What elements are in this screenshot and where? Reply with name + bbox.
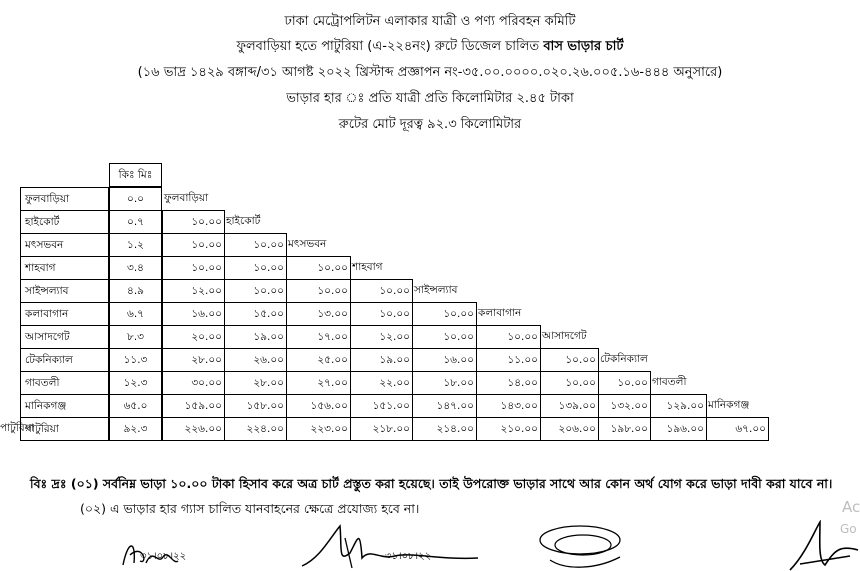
fare-cell: ১০.০০ (412, 325, 477, 349)
fare-cell: ১০.০০ (350, 302, 413, 326)
route-distance: রুটের মোট দূরত্ব ৯২.৩ কিলোমিটার (338, 117, 522, 132)
km-value: ০.০ (109, 187, 162, 211)
fare-cell: ১০.০০ (162, 256, 225, 280)
km-header: কিঃ মিঃ (109, 163, 162, 187)
fare-cell: ১৪৭.০০ (412, 394, 477, 418)
fare-cell: ২১০.০০ (476, 417, 541, 441)
fare-cell: ১০.০০ (286, 279, 351, 303)
km-value: ১১.৩ (109, 348, 162, 372)
fare-cell: ১৫.০০ (224, 302, 287, 326)
fare-cell: ২৫.০০ (286, 348, 351, 372)
fare-cell: ১০.০০ (412, 302, 477, 326)
diagonal-stop-label: টেকনিক্যাল (600, 353, 648, 365)
fare-cell: ১০.০০ (224, 279, 287, 303)
km-value: ৬৫.০ (109, 394, 162, 418)
km-value: ৮.৩ (109, 325, 162, 349)
chart-title-prefix: ফুলবাড়িয়া হতে পাটুরিয়া (এ-২২৪নং) রুটে ডিজেল চালিত (236, 39, 544, 54)
stop-name: কলাবাগান (20, 302, 109, 326)
fare-cell: ১২.০০ (350, 325, 413, 349)
fare-cell: ২৮.০০ (224, 371, 287, 395)
notification-reference: (১৬ ভাদ্র ১৪২৯ বঙ্গাব্দ/৩১ আগষ্ট ২০২২ খ্রিস্টাব্দ প্রজ্ঞাপন নং-৩৫.০০.০০০০.০২০.২৬.০০৫.১৬-৪৪৪ অনুসারে) (137, 65, 723, 80)
fare-cell: ২২৪.০০ (224, 417, 287, 441)
stop-name: ফুলবাড়িয়া (20, 187, 109, 211)
fare-cell: ৩০.০০ (162, 371, 225, 395)
chart-title-bold: বাস ভাড়ার চার্ট (543, 39, 624, 54)
km-value: ০.৭ (109, 210, 162, 234)
fare-cell: ২০৬.০০ (540, 417, 599, 441)
diagonal-stop-label: হাইকোর্ট (226, 215, 261, 227)
stop-name: আসাদগেট (20, 325, 109, 349)
stop-name: সাইন্সল্যাব (20, 279, 109, 303)
diagonal-stop-label: গাবতলী (652, 376, 687, 388)
fare-cell: ১৬.০০ (162, 302, 225, 326)
stop-name: গাবতলী (20, 371, 109, 395)
fare-cell: ১০.০০ (162, 210, 225, 234)
note-2: (০২) এ ভাড়ার হার গ্যাস চালিত যানবাহনের ক্ষেত্রে প্রযোজ্য হবে না। (80, 501, 420, 516)
fare-cell: ১০.০০ (162, 233, 225, 257)
stop-name: মৎসভবন (20, 233, 109, 257)
stop-name: মানিকগঞ্জ (20, 394, 109, 418)
fare-cell: ২০.০০ (162, 325, 225, 349)
stop-name: পাটুরিয়া (20, 417, 109, 441)
fare-cell: ১০.০০ (598, 371, 651, 395)
fare-cell: ১৯৮.০০ (598, 417, 651, 441)
km-value: ৬.৭ (109, 302, 162, 326)
fare-cell: ১০.০০ (476, 325, 541, 349)
signature-2 (300, 518, 480, 571)
fare-cell: ১০.০০ (224, 233, 287, 257)
fare-cell: ৬৭.০০ (706, 417, 769, 441)
fare-cell: ১২.০০ (162, 279, 225, 303)
km-value: ৪.৯ (109, 279, 162, 303)
stop-name: হাইকোর্ট (20, 210, 109, 234)
km-value: ১.২ (109, 233, 162, 257)
chart-title (0, 37, 860, 58)
fare-cell: ১৩২.০০ (598, 394, 651, 418)
fare-cell: ১৯৬.০০ (650, 417, 707, 441)
fare-cell: ১৩৯.০০ (540, 394, 599, 418)
fare-cell: ১২৯.০০ (650, 394, 707, 418)
fare-cell: ২৮.০০ (162, 348, 225, 372)
stop-name: শাহবাগ (20, 256, 109, 280)
km-value: ৩.৪ (109, 256, 162, 280)
diagonal-stop-label: সাইন্সল্যাব (414, 284, 458, 296)
fare-cell: ১৫১.০০ (350, 394, 413, 418)
diagonal-stop-label: আসাদগেট (542, 330, 587, 342)
diagonal-stop-label: মানিকগঞ্জ (708, 399, 750, 411)
fare-cell: ১১.০০ (476, 348, 541, 372)
fare-cell: ১৯.০০ (350, 348, 413, 372)
fare-rate: ভাড়ার হার ঃ প্রতি যাত্রী প্রতি কিলোমিটার ২.৪৫ টাকা (286, 91, 574, 106)
km-value: ৯২.৩ (109, 417, 162, 441)
km-value: ১২.৩ (109, 371, 162, 395)
fare-cell: ১০.০০ (224, 256, 287, 280)
fare-cell: ২১৪.০০ (412, 417, 477, 441)
committee-title: ঢাকা মেট্রোপলিটন এলাকার যাত্রী ও পণ্য পরিবহন কমিটি (284, 14, 576, 29)
signature-1-date: ৩১।০৮।২২ (140, 551, 187, 562)
fare-cell: ১০.০০ (540, 371, 599, 395)
fare-cell: ২২৩.০০ (286, 417, 351, 441)
diagonal-stop-label: কলাবাগান (478, 307, 522, 319)
signature-2-date: ৩১।০৮।২২ (385, 551, 432, 562)
fare-cell: ১৯.০০ (224, 325, 287, 349)
fare-cell: ১৬.০০ (412, 348, 477, 372)
fare-cell: ১০.০০ (350, 279, 413, 303)
fare-cell: ১৮.০০ (412, 371, 477, 395)
diagonal-stop-label: শাহবাগ (352, 261, 383, 273)
note-1: বিঃ দ্রঃ (০১) সর্বনিম্ন ভাড়া ১০.০০ টাকা হিসাব করে অত্র চার্ট প্রস্তুত করা হয়েছে। তাই উপরোক্ত ভাড়ার সাথে আর কোন অর্থ যোগ করে ভাড়া দাবী করা যাবে না। (30, 476, 833, 491)
diagonal-stop-label: ফুলবাড়িয়া (164, 192, 209, 204)
diagonal-stop-label: পাটুরিয়া (0, 422, 34, 434)
fare-cell: ১৪.০০ (476, 371, 541, 395)
diagonal-stop-label: মৎসভবন (288, 238, 327, 250)
stop-name: টেকনিক্যাল (20, 348, 109, 372)
fare-cell: ১০.০০ (540, 348, 599, 372)
fare-cell: ১৭.০০ (286, 325, 351, 349)
fare-cell: ১৩.০০ (286, 302, 351, 326)
fare-cell: ২১৮.০০ (350, 417, 413, 441)
fare-cell: ২২৬.০০ (162, 417, 225, 441)
fare-cell: ২৭.০০ (286, 371, 351, 395)
fare-cell: ১০.০০ (286, 256, 351, 280)
signature-3 (535, 515, 630, 571)
fare-cell: ২২.০০ (350, 371, 413, 395)
fare-cell: ১৫৬.০০ (286, 394, 351, 418)
fare-cell: ১৫৯.০০ (162, 394, 225, 418)
fare-cell: ১৪৩.০০ (476, 394, 541, 418)
watermark-line-1: Ac (842, 498, 860, 516)
fare-cell: ২৬.০০ (224, 348, 287, 372)
watermark-line-2: Go (840, 522, 857, 536)
fare-cell: ১৫৮.০০ (224, 394, 287, 418)
